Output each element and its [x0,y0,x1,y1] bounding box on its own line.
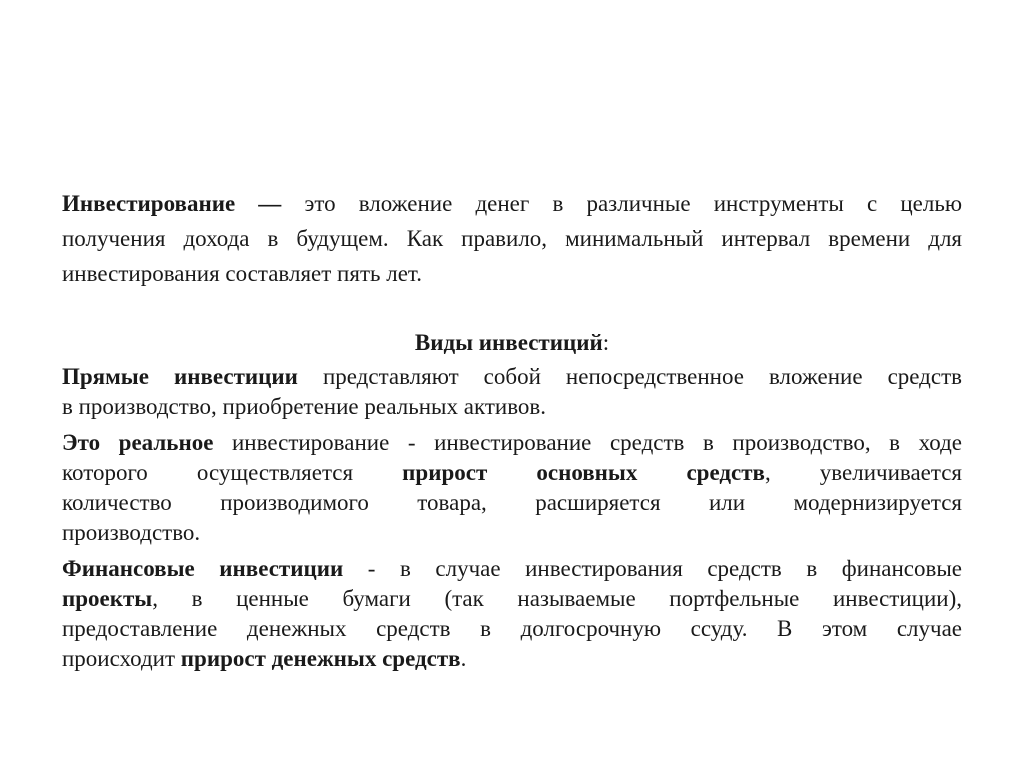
types-body [62,362,962,680]
real-line-1 [62,428,962,458]
types-heading-text: Виды инвестиций [414,330,603,355]
intro-term: Инвестирование — [62,191,282,216]
direct-term: Прямые инвестиции [62,364,298,389]
financial-highlight-projects: проекты [62,586,153,611]
real-line-3: количество производимого товара, расширяется или модернизируется [62,490,962,515]
real-term: Это реальное [62,430,214,455]
real-line-2 [62,458,962,488]
intro-line-1 [62,186,962,221]
intro-line-1-text: это вложение денег в различные инструменты с целью [281,191,962,216]
direct-line-1 [62,362,962,392]
real-highlight-fixed-assets: прирост основных средств [402,460,765,485]
intro-line-2: получения дохода в будущем. Как правило, минимальный интервал времени для [62,226,962,251]
financial-line-4-text-a: происходит [62,646,181,671]
financial-line-2 [62,584,962,614]
types-heading-colon: : [602,330,610,355]
direct-investment-paragraph [62,362,962,422]
financial-line-1-text: - в случае инвестирования средств в финансовые [343,556,962,581]
financial-line-2-text: , в ценные бумаги (так называемые портфельные инвестиции), [152,586,962,611]
intro-line-3: инвестирования составляет пять лет. [62,261,422,286]
direct-line-2: в производство, приобретение реальных активов. [62,394,547,419]
financial-highlight-money: прирост денежных средств [180,646,461,671]
financial-term: Финансовые инвестиции [62,556,344,581]
intro-paragraph [62,186,962,291]
real-line-2-text-b: , увеличивается [764,460,962,485]
direct-line-1-text: представляют собой непосредственное вложение средств [297,364,963,389]
real-line-1-text: инвестирование - инвестирование средств в производство, в ходе [213,430,962,455]
types-heading [0,328,1024,358]
financial-line-4 [62,644,962,674]
financial-line-1 [62,554,962,584]
financial-line-4-text-b: . [460,646,467,671]
financial-investment-paragraph [62,554,962,674]
real-line-2-text-a: которого осуществляется [62,460,403,485]
financial-line-3: предоставление денежных средств в долгосрочную ссуду. В этом случае [62,616,962,641]
real-investment-paragraph [62,428,962,548]
real-line-4: производство. [62,520,201,545]
